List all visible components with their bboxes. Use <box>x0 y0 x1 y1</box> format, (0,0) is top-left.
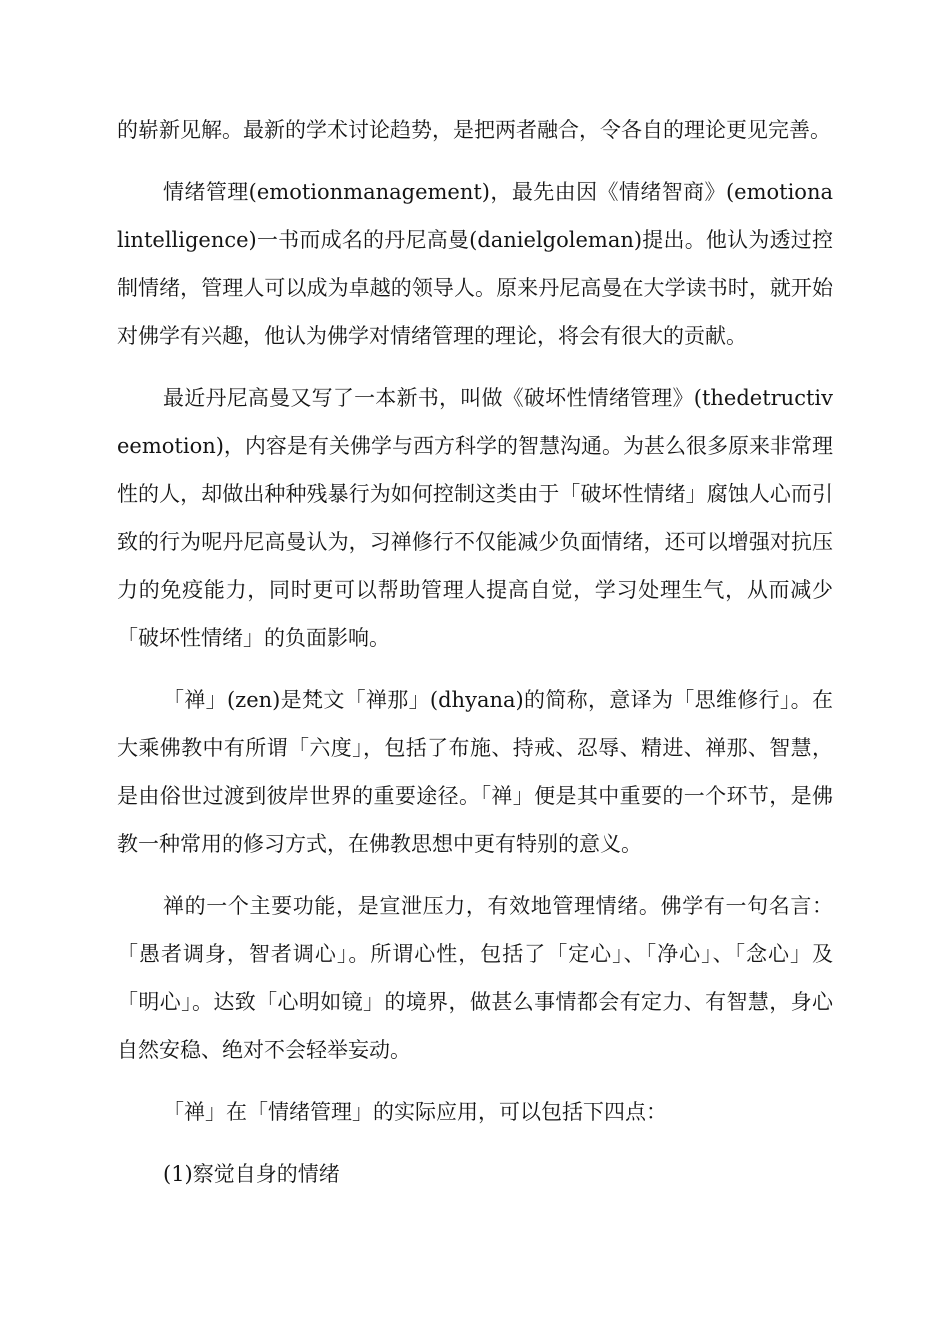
paragraph-5: 禅的一个主要功能，是宣泄压力，有效地管理情绪。佛学有一句名言：「愚者调身，智者调心」。所谓心性，包括了「定心」、「净心」、「念心」及「明心」。达致「心明如镜」的境界，做甚么事情都会有定力、有智慧，身心自然安稳、绝对不会轻举妄动。 <box>117 894 833 1062</box>
paragraph-6: 「禅」在「情绪管理」的实际应用，可以包括下四点： <box>163 1100 667 1124</box>
paragraph-3: 最近丹尼高曼又写了一本新书，叫做《破坏性情绪管理》(thedetructiveemotion)，内容是有关佛学与西方科学的智慧沟通。为甚么很多原来非常理性的人，却做出种种残暴行为如何控制这类由于「破坏性情绪」腐蚀人心而引致的行为呢丹尼高曼认为，习禅修行不仅能减少负面情绪，还可以增强对抗压力的免疫能力，同时更可以帮助管理人提高自觉，学习处理生气，从而减少「破坏性情绪」的负面影响。 <box>117 386 833 650</box>
list-item-1: (1)察觉自身的情绪 <box>163 1162 340 1186</box>
paragraph-1: 的崭新见解。最新的学术讨论趋势，是把两者融合，令各自的理论更见完善。 <box>117 118 831 142</box>
paragraph-2: 情绪管理(emotionmanagement)，最先由因《情绪智商》(emotionalintelligence)一书而成名的丹尼高曼(danielgoleman)提出。他认为透过控制情绪，管理人可以成为卓越的领导人。原来丹尼高曼在大学读书时，就开始对佛学有兴趣，他认为佛学对情绪管理的理论，将会有很大的贡献。 <box>117 180 833 348</box>
document-body <box>117 106 833 1212</box>
paragraph-4: 「禅」(zen)是梵文「禅那」(dhyana)的简称，意译为「思维修行」。在大乘佛教中有所谓「六度」，包括了布施、持戒、忍辱、精进、禅那、智慧，是由俗世过渡到彼岸世界的重要途径。「禅」便是其中重要的一个环节，是佛教一种常用的修习方式，在佛教思想中更有特别的意义。 <box>117 688 833 856</box>
